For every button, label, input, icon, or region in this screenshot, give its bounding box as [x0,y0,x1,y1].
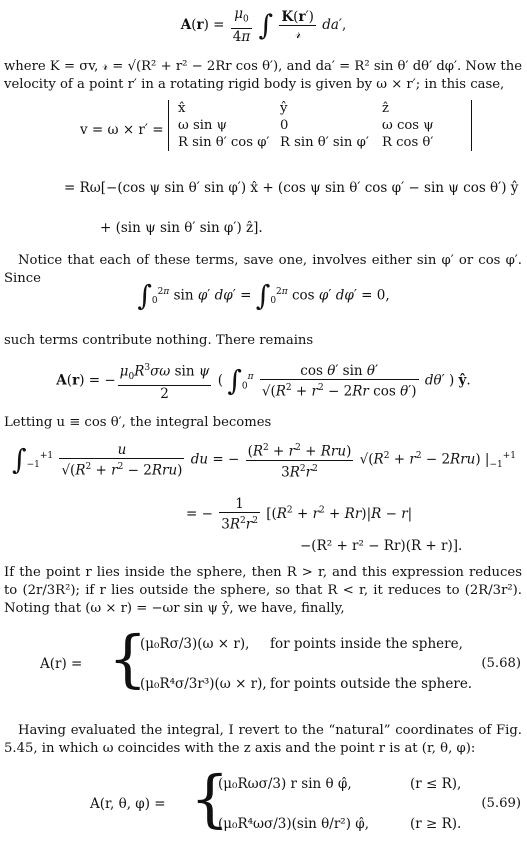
det-cell: x̂ [178,101,186,116]
equation-A-remain: A(r) = − $\frac{\mu_0R^3\sigma\omega \sin \psi}{2}$ ( $\int_0^\pi$ $\frac{\text{cos θ′ sin θ′}}{√(R^2 + r^2 - 2Rr \cos \theta')}$ dθ′ ) ŷ. [0,360,527,402]
eq569-case1-expr: (μ₀Rωσ/3) r sin θ φ̂, [218,776,352,792]
paragraph-inside: If the point r lies inside the sphere, then R > r, and this expression reduces to (2r/3R²); if r lies outside the sphere, so that R < r, it reduces to (2R/3r²). Noting that (ω × r) = −ωr sin ψ ŷ, we have, finally, [4,565,522,616]
equation-u-integral-line2: = − $\frac{1}{3R^2r^2}$ [$(R^2 + r^2 + Rr)|R - r|$ [186,496,413,533]
eq569-case2-cond: (r ≥ R). [410,816,462,832]
eq568-case1-expr: (μ₀Rσ/3)(ω × r), [140,636,250,652]
velocity-expansion-line2: + (sin ψ sin θ′ sin φ′) ẑ]. [100,220,263,236]
equation-number-5-68: (5.68) [481,656,521,671]
paragraph-letting: Letting u ≡ cos θ′, the integral becomes [4,415,272,430]
det-cell: ω sin ψ [178,118,227,133]
left-brace: { [190,762,230,835]
equation-u-integral-line1: $\int_{-1}^{+1}$ $\frac{u}{√(R^2 + r^2 - 2Rru)}$ du = − $\frac{(R^2 + r^2 + Rru)}{3R^2r^2}$ $√(R^2 + r^2 - 2Rru)$ $|_{-1}^{+1}$ [12,441,517,480]
equation-u-integral-line3: −(R² + r² − Rr)(R + r)]. [300,538,463,554]
determinant-lhs: v = ω × r′ = [80,122,164,138]
eq568-case1-cond: for points inside the sphere, [270,636,463,652]
eq568-lhs: A(r) = [40,656,83,672]
left-brace: { [108,622,148,695]
eq568-case2-cond: for points outside the sphere. [270,676,473,692]
equation-A-definition: A(r) = $\frac{\mu_0}{4\pi}$ ∫ $\frac{K(r')}{\text{𝓇}}$ da′, [180,6,347,45]
paragraph-having: Having evaluated the integral, I revert to the “natural” coordinates of Fig. 5.45, in which ω coincides with the z axis and the point r is at (r, θ, φ): [4,723,522,756]
paragraph-notice: Notice that each of these terms, save one, involves either sin φ′ or cos φ′. Since [4,253,522,286]
eq569-case2-expr: (μ₀R⁴ωσ/3)(sin θ/r²) φ̂, [218,816,369,832]
paragraph-where: where K = σv, 𝓇 = √(R² + r² − 2Rr cos θ′), and da′ = R² sin θ′ dθ′ dφ′. Now the velocity of a point r′ in a rotating rigid body is given by ω × r′; in this case, [4,59,522,92]
det-cell: 0 [280,118,289,133]
velocity-expansion-line1: = Rω[−(cos ψ sin θ′ sin φ′) x̂ + (cos ψ sin θ′ cos φ′ − sin ψ cos θ′) ŷ [64,180,519,196]
equation-integrals-zero: $\int_0^{2\pi}$ sin φ′ $d\varphi' = \int_0^{2\pi}$ cos φ′ dφ′ = 0, [137,279,390,312]
det-cell: ẑ [382,101,389,116]
det-cell: ω cos ψ [382,118,434,133]
equation-number-5-69: (5.69) [481,796,521,811]
eq568-case2-expr: (μ₀R⁴σ/3r³)(ω × r), [140,676,267,692]
paragraph-contribute: such terms contribute nothing. There remains [4,333,314,348]
eq569-case1-cond: (r ≤ R), [410,776,462,792]
det-cell: R sin θ′ cos φ′ [178,135,270,150]
det-cell: R cos θ′ [382,135,434,150]
determinant-matrix [168,100,472,151]
det-cell: R sin θ′ sin φ′ [280,135,369,150]
det-cell: ŷ [280,101,288,116]
eq569-lhs: A(r, θ, φ) = [90,796,166,812]
